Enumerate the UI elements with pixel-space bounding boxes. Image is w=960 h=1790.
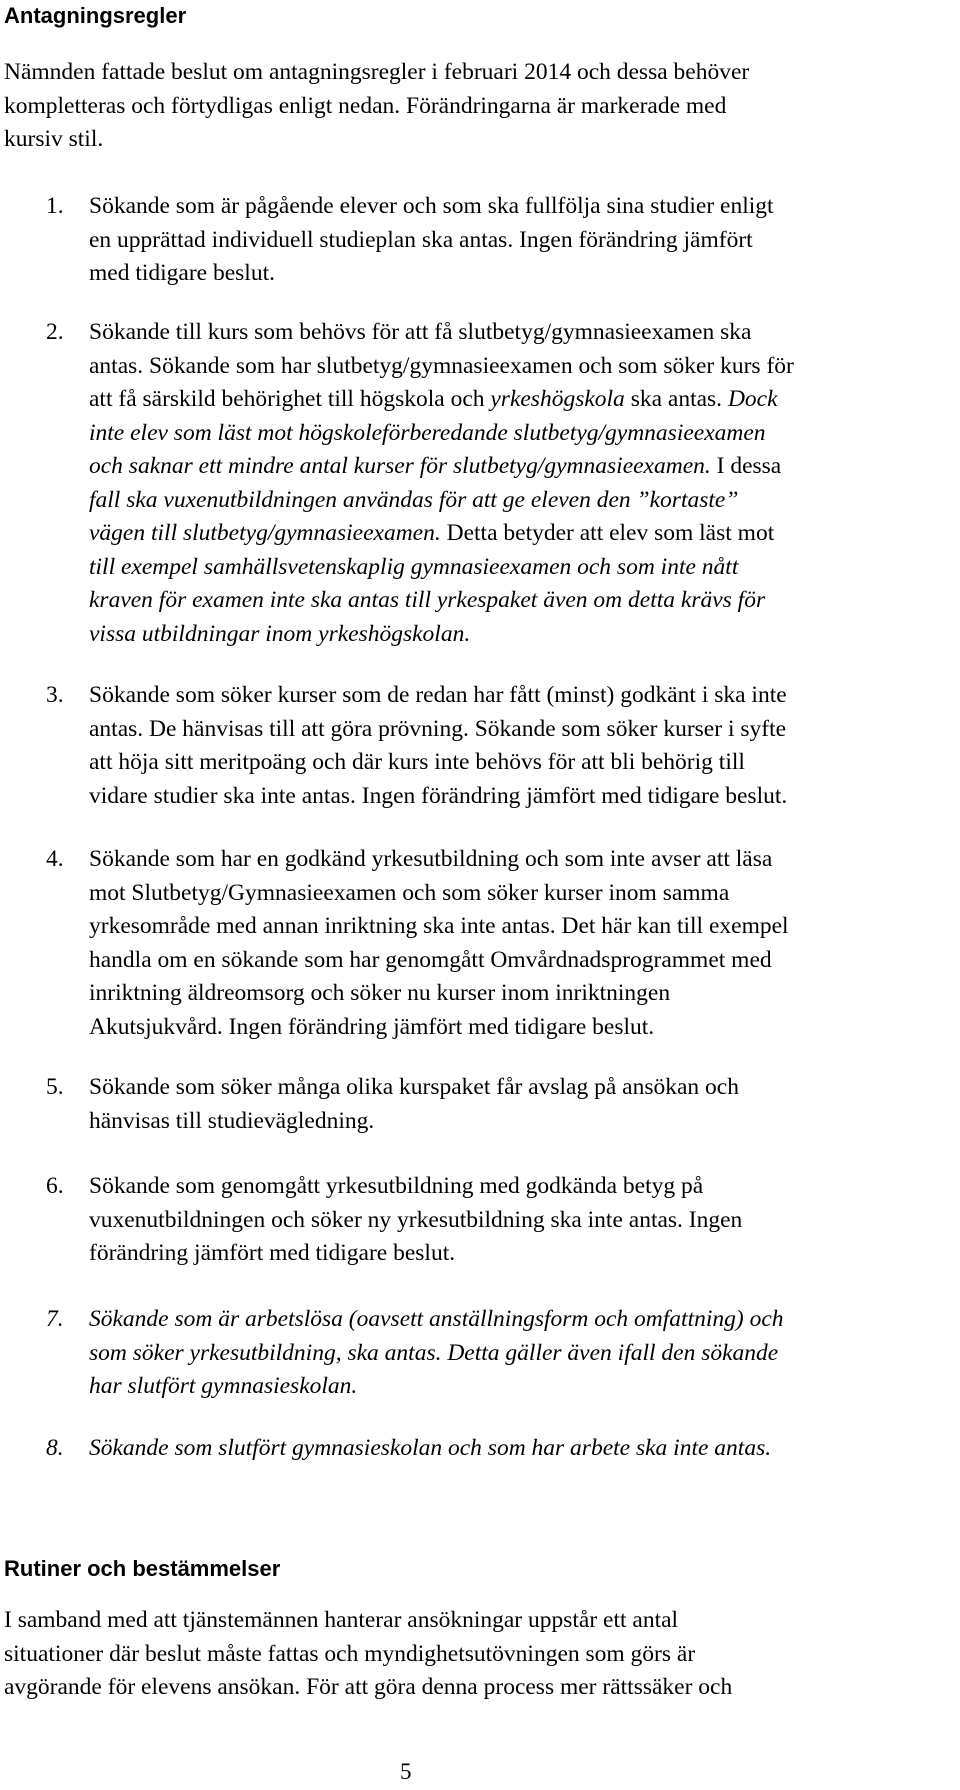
rule-line xyxy=(89,1204,949,1238)
rule-line xyxy=(89,190,949,224)
text-segment: Akutsjukvård. Ingen förändring jämfört med tidigare beslut. xyxy=(89,1013,655,1040)
italic-text-segment: vägen till slutbetyg/gymnasieexamen. xyxy=(89,520,441,546)
rule-line xyxy=(89,944,949,978)
rule-number: 1. xyxy=(46,193,64,219)
italic-text-segment: Sökande som slutfört gymnasieskolan och som har arbete ska inte antas. xyxy=(89,1435,772,1461)
rule-line xyxy=(89,910,949,944)
text-segment: vuxenutbildningen och söker ny yrkesutbildning ska inte antas. Ingen xyxy=(89,1206,743,1233)
text-segment: hänvisas till studievägledning. xyxy=(89,1107,375,1134)
italic-text-segment: fall ska vuxenutbildningen användas för att ge eleven den ”kortaste” xyxy=(89,486,739,513)
rule-number: 5. xyxy=(46,1074,64,1100)
rule-line xyxy=(89,843,949,877)
rule-line xyxy=(89,383,949,417)
text-segment: Sökande som är pågående elever och som ska fullfölja sina studier enligt xyxy=(89,193,774,219)
rule-line xyxy=(89,257,949,291)
rule-text xyxy=(89,190,949,291)
text-segment: handla om en sökande som har genomgått Omvårdnadsprogrammet med xyxy=(89,946,772,973)
rule-text xyxy=(89,1071,949,1138)
text-segment: I dessa xyxy=(710,453,782,479)
rutiner-paragraph xyxy=(4,1604,934,1705)
text-segment: Detta betyder att elev som läst mot xyxy=(440,520,775,546)
italic-text-segment: vissa utbildningar inom yrkeshögskolan. xyxy=(89,620,471,647)
rule-line xyxy=(89,1011,949,1045)
intro-paragraph xyxy=(4,56,934,157)
rule-line xyxy=(89,1170,949,1204)
rule-number: 7. xyxy=(46,1306,64,1332)
rule-line xyxy=(89,584,949,618)
italic-text-segment: inte elev som läst mot högskoleförberedande slutbetyg/gymnasieexamen xyxy=(89,419,766,446)
text-segment: att höja sitt meritpoäng och där kurs inte behövs för att bli behörig till xyxy=(89,749,745,775)
text-segment: Sökande som genomgått yrkesutbildning med godkända betyg på xyxy=(89,1173,704,1199)
rule-line xyxy=(89,780,949,814)
rutiner-line: situationer där beslut måste fattas och myndighetsutövningen som görs är xyxy=(4,1640,696,1667)
rule-line xyxy=(89,877,949,911)
intro-line: kompletteras och förtydligas enligt nedan. Förändringarna är markerade med xyxy=(4,92,727,119)
section-heading-antagningsregler: Antagningsregler xyxy=(4,3,187,28)
text-segment: antas. Sökande som har slutbetyg/gymnasieexamen och som söker kurs för xyxy=(89,352,794,379)
rule-line xyxy=(89,417,949,451)
rule-number: 4. xyxy=(46,846,64,872)
rule-text xyxy=(89,679,949,813)
rule-line xyxy=(89,977,949,1011)
rutiner-line: avgörande för elevens ansökan. För att göra denna process mer rättssäker och xyxy=(4,1674,733,1700)
intro-line: Nämnden fattade beslut om antagningsregler i februari 2014 och dessa behöver xyxy=(4,59,750,85)
rule-line xyxy=(89,1237,949,1271)
text-segment: vidare studier ska inte antas. Ingen förändring jämfört med tidigare beslut. xyxy=(89,782,788,809)
rule-line xyxy=(89,484,949,518)
rule-line xyxy=(89,713,949,747)
text-segment: ska antas. xyxy=(624,386,728,412)
italic-text-segment: Sökande som är arbetslösa (oavsett anställningsform och omfattning) och xyxy=(89,1306,784,1332)
rule-line xyxy=(89,1071,949,1105)
rule-line xyxy=(89,224,949,258)
intro-line: kursiv stil. xyxy=(4,126,104,152)
italic-text-segment: kraven för examen inte ska antas till yrkespaket även om detta krävs för xyxy=(89,587,766,613)
rule-line xyxy=(89,517,949,551)
text-segment: att få särskild behörighet till högskola och xyxy=(89,386,491,412)
text-segment: inriktning äldreomsorg och söker nu kurser inom inriktningen xyxy=(89,980,671,1006)
rule-line xyxy=(89,618,949,652)
italic-text-segment: har slutfört gymnasieskolan. xyxy=(89,1373,358,1399)
rule-number: 6. xyxy=(46,1173,64,1199)
rule-line xyxy=(89,350,949,384)
rule-text xyxy=(89,316,949,651)
italic-text-segment: till exempel samhällsvetenskaplig gymnasieexamen och som inte nått xyxy=(89,553,739,580)
text-segment: antas. De hänvisas till att göra prövning. Sökande som söker kurser i syfte xyxy=(89,715,787,742)
text-segment: yrkesområde med annan inriktning ska inte antas. Det här kan till exempel xyxy=(89,913,789,939)
rule-line xyxy=(89,1370,949,1404)
text-segment: Sökande som har en godkänd yrkesutbildning och som inte avser att läsa xyxy=(89,846,773,872)
section-heading-rutiner: Rutiner och bestämmelser xyxy=(4,1556,281,1581)
italic-text-segment: Dock xyxy=(727,386,778,412)
rule-text xyxy=(89,1170,949,1271)
rutiner-line: I samband med att tjänstemännen hanterar ansökningar uppstår ett antal xyxy=(4,1607,679,1633)
italic-text-segment: och saknar ett mindre antal kurser för slutbetyg/gymnasieexamen. xyxy=(89,453,711,479)
text-segment: förändring jämfört med tidigare beslut. xyxy=(89,1240,456,1266)
rule-line xyxy=(89,551,949,585)
italic-text-segment: yrkeshögskola xyxy=(490,386,625,412)
rule-line xyxy=(89,679,949,713)
text-segment: med tidigare beslut. xyxy=(89,260,275,286)
rule-text xyxy=(89,1303,949,1404)
text-segment: Sökande som söker många olika kurspaket får avslag på ansökan och xyxy=(89,1074,739,1100)
rule-line xyxy=(89,1105,949,1139)
text-segment: Sökande som söker kurser som de redan har fått (minst) godkänt i ska inte xyxy=(89,682,787,708)
text-segment: Sökande till kurs som behövs för att få slutbetyg/gymnasieexamen ska xyxy=(89,319,752,345)
rule-number: 3. xyxy=(46,682,64,708)
rule-line xyxy=(89,1337,949,1371)
italic-text-segment: som söker yrkesutbildning, ska antas. Detta gäller även ifall den sökande xyxy=(89,1339,779,1366)
page-number: 5 xyxy=(400,1759,412,1784)
rule-line xyxy=(89,316,949,350)
rule-number: 2. xyxy=(46,319,64,345)
rule-line xyxy=(89,1432,949,1466)
rule-line xyxy=(89,746,949,780)
text-segment: en upprättad individuell studieplan ska antas. Ingen förändring jämfört xyxy=(89,226,753,253)
rule-text xyxy=(89,1432,949,1466)
rule-number: 8. xyxy=(46,1435,64,1461)
text-segment: mot Slutbetyg/Gymnasieexamen och som söker kurser inom samma xyxy=(89,879,730,906)
rule-line xyxy=(89,1303,949,1337)
rule-line xyxy=(89,450,949,484)
rule-text xyxy=(89,843,949,1044)
